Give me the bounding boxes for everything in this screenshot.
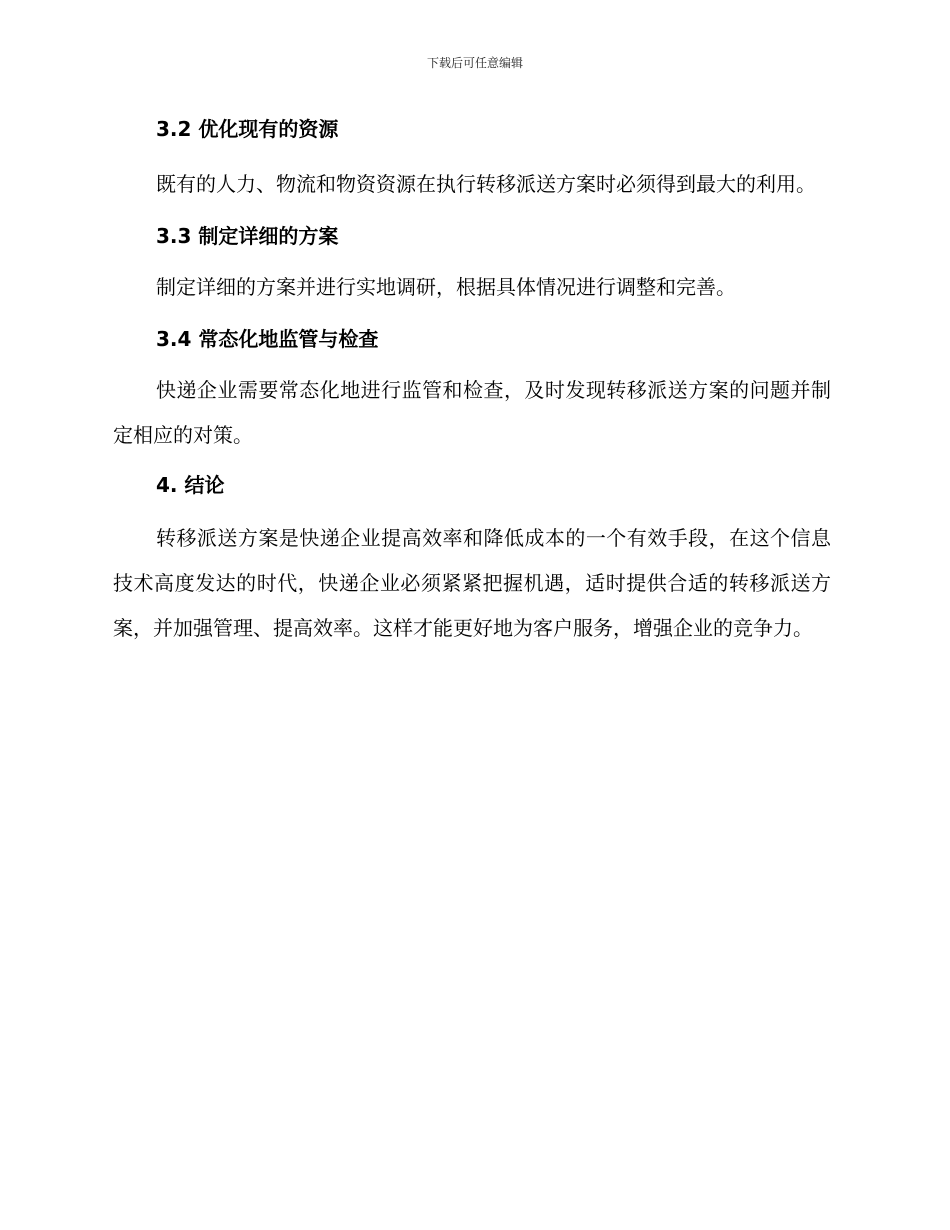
section-heading-3-4: 3.4 常态化地监管与检查 (156, 327, 379, 351)
section-paragraph-3-4: 快递企业需要常态化地进行监管和检查，及时发现转移派送方案的问题并制定相应的对策。 (113, 378, 831, 447)
section-paragraph-3-2: 既有的人力、物流和物资资源在执行转移派送方案时必须得到最大的利用。 (156, 172, 816, 196)
document-body (113, 112, 831, 651)
section-heading-4: 4. 结论 (156, 473, 225, 497)
page-header: 下载后可任意编辑 (426, 56, 523, 70)
section-heading-3-3: 3.3 制定详细的方案 (156, 224, 339, 248)
section-paragraph-3-3: 制定详细的方案并进行实地调研，根据具体情况进行调整和完善。 (156, 275, 736, 299)
section-paragraph-4: 转移派送方案是快递企业提高效率和降低成本的一个有效手段，在这个信息技术高度发达的时代，快递企业必须紧紧把握机遇，适时提供合适的转移派送方案，并加强管理、提高效率。这样才能更好地为客户服务，增强企业的竞争力。 (113, 526, 831, 640)
section-heading-3-2: 3.2 优化现有的资源 (156, 117, 339, 141)
